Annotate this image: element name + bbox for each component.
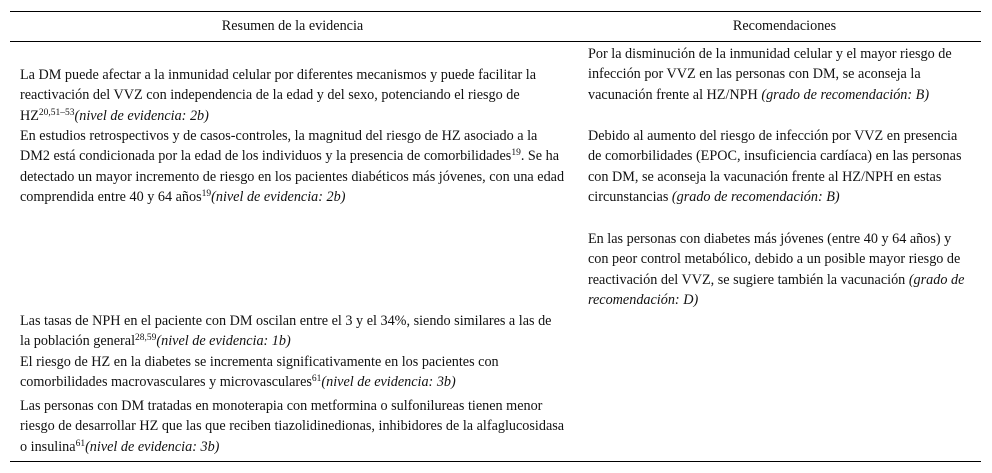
recommendation-item: Por la disminución de la inmunidad celular y el mayor riesgo de infección por VVZ en las personas con DM, se aconseja la vacunación frente al HZ/NPH (grado de recomendación: B) <box>588 46 952 103</box>
table-bottom-rule <box>10 461 981 462</box>
header-evidence: Resumen de la evidencia <box>221 18 364 34</box>
evidence-item: El riesgo de HZ en la diabetes se incrementa significativamente en los pacientes con comorbilidades macrovasculares y microvasculares$^{61}$(nivel de evidencia: 3b) <box>20 354 499 391</box>
header-recommendations: Recomendaciones <box>732 18 837 34</box>
evidence-item: En estudios retrospectivos y de casos-controles, la magnitud del riesgo de HZ asociado a la DM2 está condicionada por la edad de los individuos y la presencia de comorbilidades$^{19}$. Se ha detectado un mayor incremento de riesgo en los pacientes diabéticos más jóvenes, con una edad comprendida entre 40 y 64 años$^{19}$(nivel de evidencia: 2b) <box>20 128 565 205</box>
table-top-rule <box>10 11 981 12</box>
table-header-rule <box>10 41 981 42</box>
recommendation-item: Debido al aumento del riesgo de infección por VVZ en presencia de comorbilidades (EPOC, insuficiencia cardíaca) en las personas con DM, se aconseja la vacunación frente al HZ/NPH en estas circunstancias (grado de recomendación: B) <box>588 128 962 205</box>
evidence-item: La DM puede afectar a la inmunidad celular por diferentes mecanismos y puede facilitar la reactivación del VVZ con independencia de la edad y del sexo, potenciando el riesgo de HZ$^{20,51-53}$(nivel de evidencia: 2b) <box>20 67 537 124</box>
evidence-item: Las personas con DM tratadas en monoterapia con metformina o sulfonilureas tienen menor riesgo de desarrollar HZ que las que reciben tiazolidinedionas, inhibidores de la alfaglucosidasa o insulina$^{61}$(nivel de evidencia: 3b) <box>20 398 565 455</box>
evidence-item: Las tasas de NPH en el paciente con DM oscilan entre el 3 y el 34%, siendo similares a las de la población general$^{28,59}$(nivel de evidencia: 1b) <box>20 313 552 350</box>
recommendation-item: En las personas con diabetes más jóvenes (entre 40 y 64 años) y con peor control metabólico, debido a un posible mayor riesgo de reactivación del VVZ, se sugiere también la vacunación (grado de recomendación: D) <box>588 231 965 308</box>
